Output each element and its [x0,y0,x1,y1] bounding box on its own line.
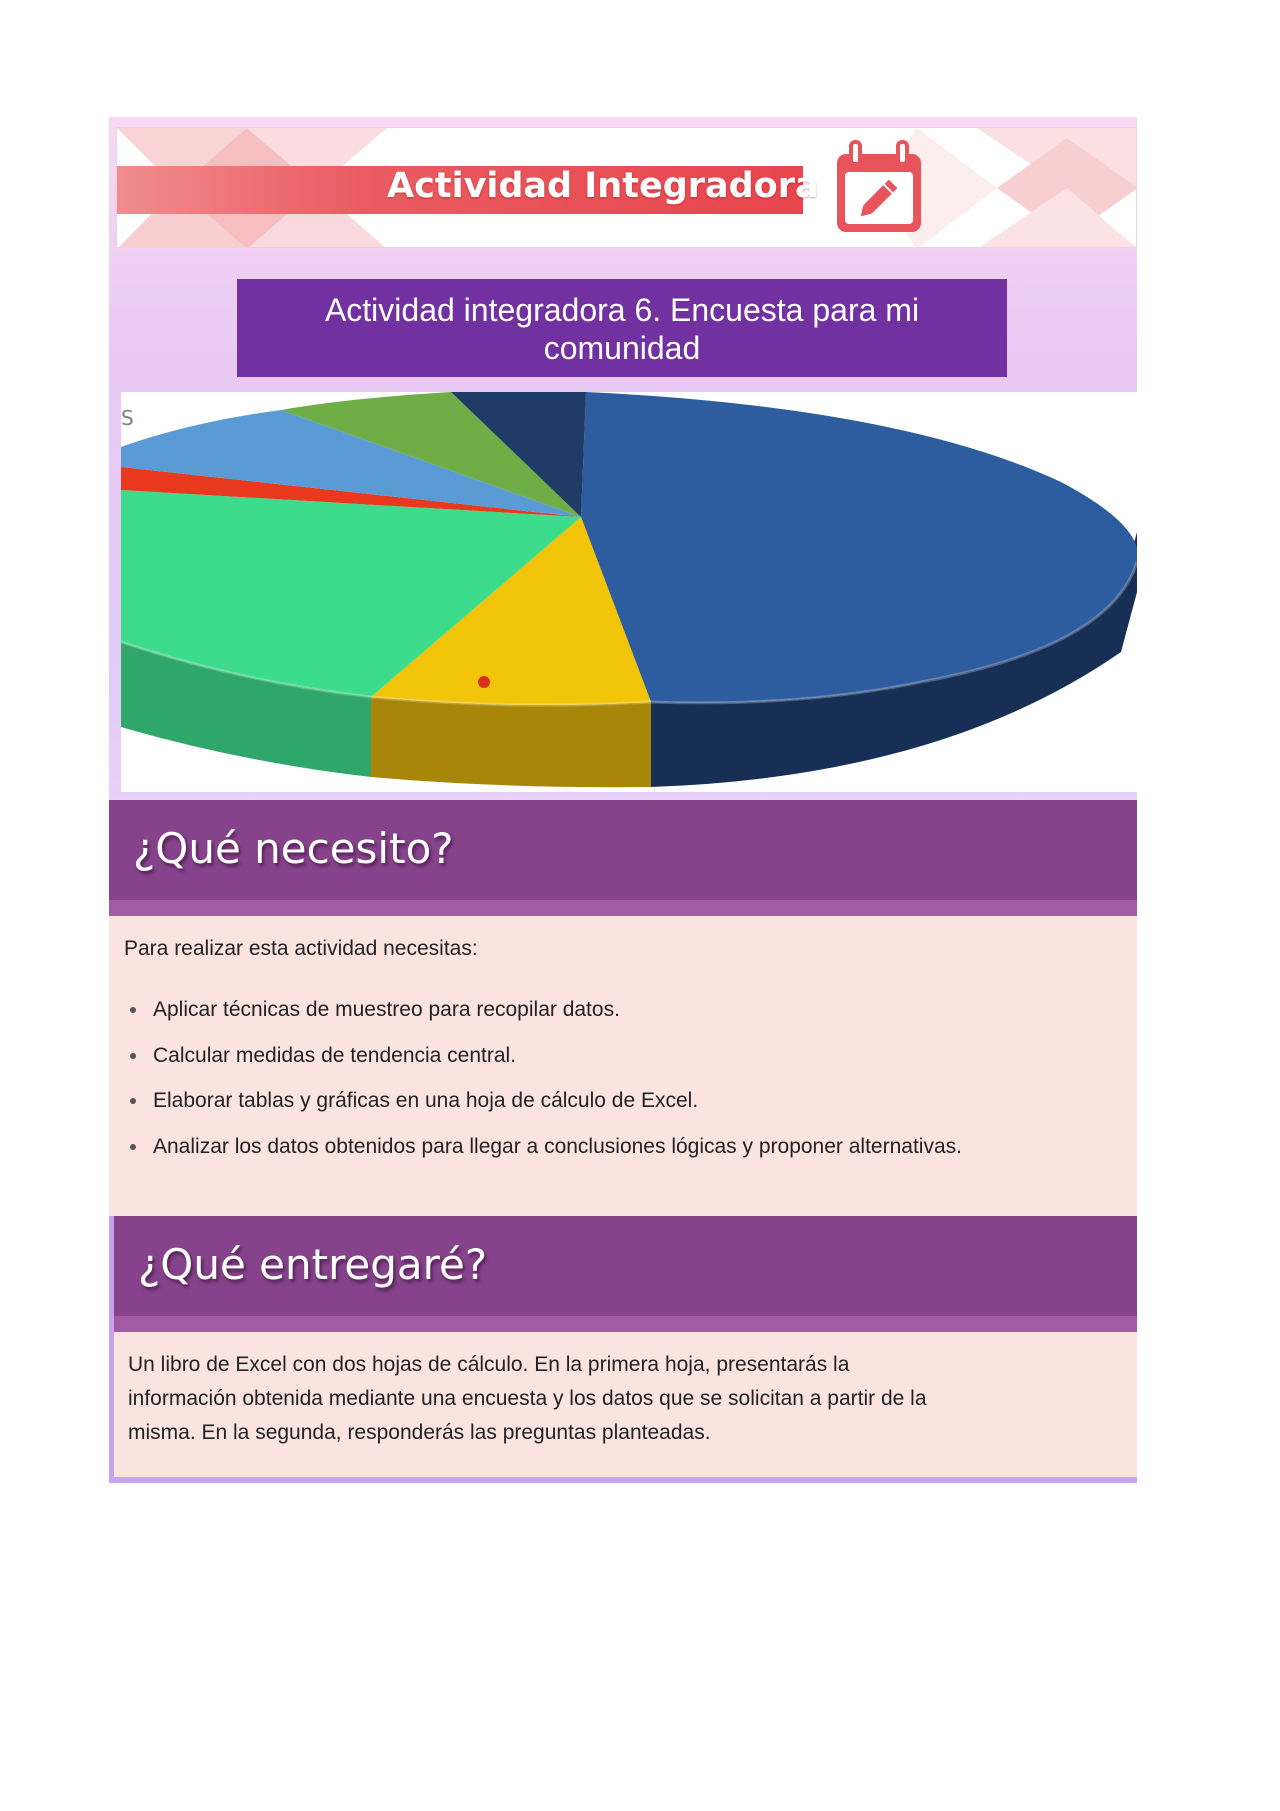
section-body-need [109,916,1137,1216]
list-item: Analizar los datos obtenidos para llegar a conclusiones lógicas y proponer alternativas. [124,1135,962,1159]
section-header-deliver [114,1216,1137,1332]
pie-partial-label: S [121,406,134,430]
calendar-pencil-icon [833,140,925,236]
deliver-description: Un libro de Excel con dos hojas de cálculo. En la primera hoja, presentarás la información obtenida mediante una encuesta y los datos que se solicitan a partir de la misma. En la segunda, responderás las preguntas planteadas. [128,1353,927,1444]
need-intro: Para realizar esta actividad necesitas: [124,937,478,960]
bullet-icon [130,1098,136,1104]
pie-side-yellow [371,697,651,787]
bullet-icon [130,1007,136,1013]
banner-title: Actividad Integradora [387,166,819,206]
section-body-deliver [114,1332,1137,1477]
pie-marker-dot [478,676,490,688]
pie-chart-image [121,392,1137,792]
activity-title: Actividad integradora 6. Encuesta para mi comunidad [237,279,1007,377]
list-item: Calcular medidas de tendencia central. [124,1044,962,1068]
list-item: Elaborar tablas y gráficas en una hoja de cálculo de Excel. [124,1089,962,1113]
pie-chart [121,392,1137,792]
list-item: Aplicar técnicas de muestreo para recopilar datos. [124,998,962,1022]
section-header-need [109,800,1137,916]
bullet-icon [130,1144,136,1150]
section-heading-deliver: ¿Qué entregaré? [138,1240,488,1289]
bottom-accent-strip [109,1477,1137,1483]
activity-banner [116,127,1137,248]
section-heading-need: ¿Qué necesito? [133,824,454,873]
bullet-icon [130,1053,136,1059]
activity-card [109,117,1137,1483]
needs-list [124,998,962,1180]
